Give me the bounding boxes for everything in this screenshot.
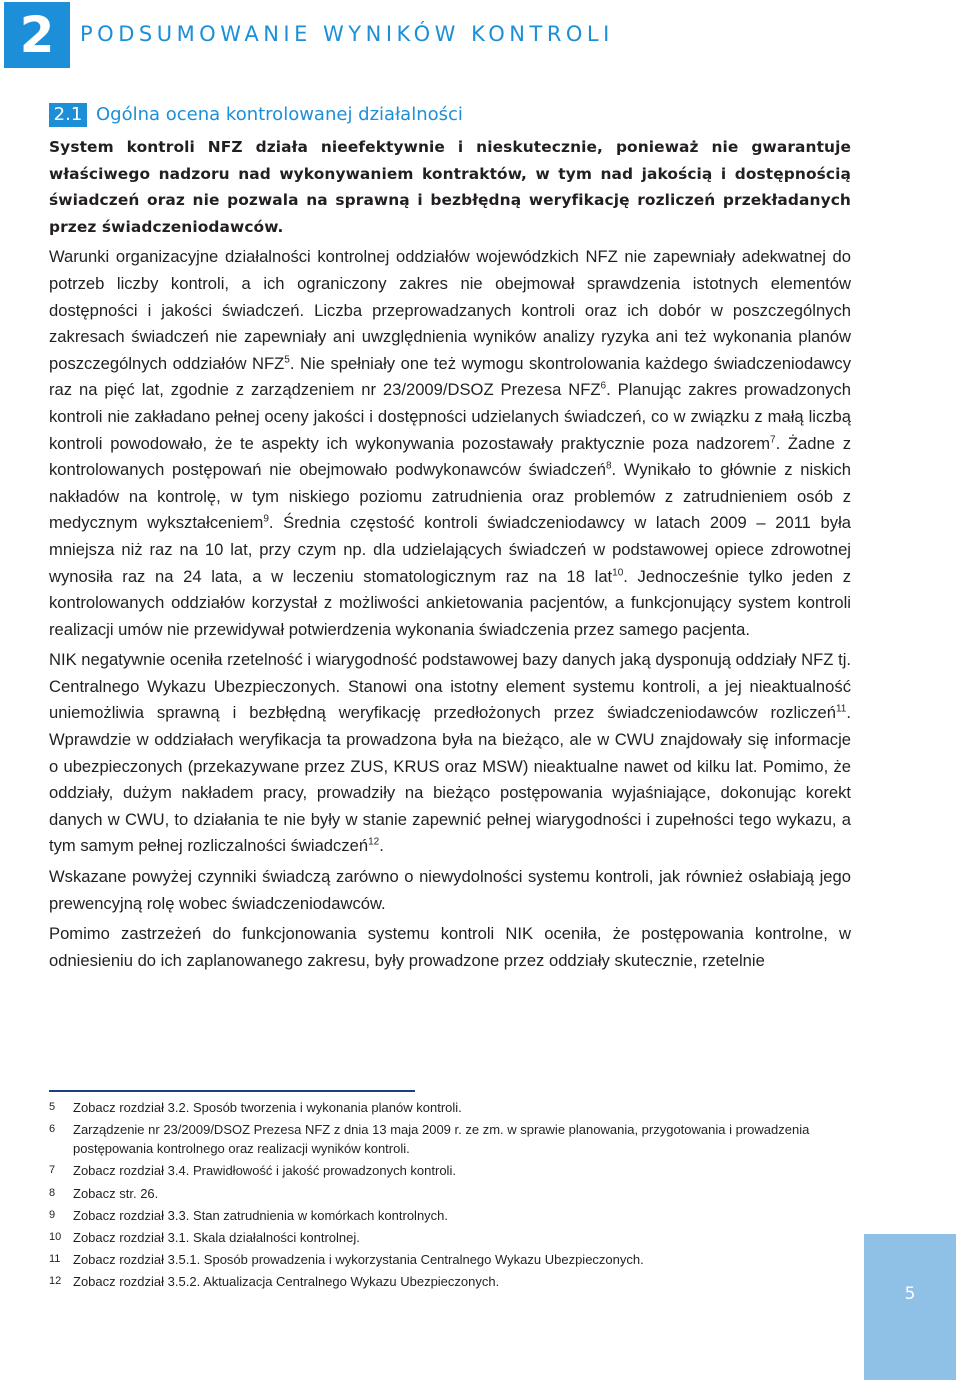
- footnote-text: Zobacz rozdział 3.5.1. Sposób prowadzenia i wykorzystania Centralnego Wykazu Ubezpieczonych.: [73, 1252, 644, 1268]
- footnote-text: Zobacz rozdział 3.5.2. Aktualizacja Centralnego Wykazu Ubezpieczonych.: [73, 1274, 500, 1290]
- footnote-number: 5: [49, 1101, 56, 1113]
- body-paragraph: [49, 921, 851, 974]
- chapter-title: PODSUMOWANIE WYNIKÓW KONTROLI: [80, 22, 614, 46]
- footnote-ref[interactable]: 7: [770, 434, 776, 445]
- text-segment: . Jednocześnie tylko jeden z kontrolowanych oddziałów korzystał z możliwości ankietowania pacjentów, a funkcjonujący system kontroli realizacji umów nie przewidywał potwierdzenia wykonania świadczenia przez samego pacjenta.: [49, 566, 851, 639]
- footnote-text: Zarządzenie nr 23/2009/DSOZ Prezesa NFZ z dnia 13 maja 2009 r. ze zm. w sprawie planowania, przygotowania i prowadzenia postępowania kontrolnego oraz realizacji wyników kontroli.: [73, 1122, 810, 1157]
- footnote-ref[interactable]: 9: [263, 513, 269, 525]
- footnote-divider: [49, 1090, 415, 1092]
- chapter-number-badge: 2: [4, 2, 70, 68]
- footnote-ref[interactable]: 10: [612, 566, 624, 578]
- footnote-number: 6: [49, 1123, 56, 1136]
- text-segment: . Średnia częstość kontroli świadczeniodawcy w latach 2009 – 2011 była mniejsza niż raz na 10 lat, przy czym np. dla udzielających świadczeń w podstawowej opiece zdrowotnej wynosiła raz na 24 lata, a w leczeniu stomatologicznym raz na 18 lat: [49, 513, 851, 586]
- footnote-number: 12: [49, 1275, 62, 1288]
- footnote: [49, 1161, 851, 1180]
- section-number-badge: 2.1: [49, 103, 87, 127]
- main-content: [49, 134, 851, 978]
- text-segment: NIK negatywnie oceniła rzetelność i wiarygodność podstawowej bazy danych jaką dysponują oddziały NFZ tj. Centralnego Wykazu Ubezpieczonych. Stanowi ona istotny element systemu kontroli, a jej nieaktualność uniemożliwia sprawną i bezbłędną weryfikację przedłożonych przez świadczeniodawców rozliczeń: [49, 650, 851, 723]
- text-segment: . Planując zakres prowadzonych kontroli nie zakładano pełnej oceny jakości i dostępności udzielanych świadczeń, co w związku z małą liczbą kontroli powodowało, że te aspekty ich wykonywania pozostawały praktycznie poza nadzorem: [49, 380, 851, 453]
- footnote-number: 11: [49, 1253, 61, 1266]
- text-segment: Warunki organizacyjne działalności kontrolnej oddziałów wojewódzkich NFZ nie zapewniały adekwatnej do potrzeb liczby kontroli, a ich ograniczony zakres nie obejmował sprawdzenia istotnych elementów dostępności i jakości świadczeń. Liczba przeprowadzanych kontroli oraz ich dobór w poszczególnych zakresach świadczeń nie zapewniały ani uwzględnienia wyników analizy ryzyka ani też wykonania planów poszczególnych oddziałów NFZ: [49, 247, 851, 373]
- footnote-ref[interactable]: 12: [368, 836, 380, 848]
- body-paragraph: [49, 864, 851, 917]
- footnote-text: Zobacz rozdział 3.3. Stan zatrudnienia w komórkach kontrolnych.: [73, 1207, 449, 1223]
- footnote-text: Zobacz rozdział 3.2. Sposób tworzenia i wykonania planów kontroli.: [73, 1100, 462, 1115]
- footnote: [49, 1228, 851, 1247]
- footnote: [49, 1250, 851, 1269]
- body-paragraph: [49, 244, 851, 643]
- footnote-text: Zobacz rozdział 3.4. Prawidłowość i jakość prowadzonych kontroli.: [73, 1163, 456, 1179]
- footnote: [49, 1098, 851, 1117]
- page-number-box: [864, 1234, 956, 1380]
- text-segment: Pomimo zastrzeżeń do funkcjonowania systemu kontroli NIK oceniła, że postępowania kontrolne, w odniesieniu do ich zaplanowanego zakresu, były prowadzone przez oddziały skutecznie, rzetelnie: [49, 924, 851, 970]
- text-segment: . Wynikało to głównie z niskich nakładów na kontrolę, w tym niskiego poziomu zatrudnienia oraz problemów z zatrudnieniem osób z medycznym wykształceniem: [49, 460, 851, 533]
- footnote-number: 10: [49, 1230, 62, 1243]
- footnote-ref[interactable]: 6: [600, 380, 607, 392]
- footnote-text: Zobacz rozdział 3.1. Skala działalności kontrolnej.: [73, 1229, 360, 1245]
- section-title: Ogólna ocena kontrolowanej działalności: [96, 104, 463, 125]
- text-segment: . Wprawdzie w oddziałach weryfikacja ta prowadzona była na bieżąco, ale w CWU znajdowały się informacje o ubezpieczonych (przekazywane przez ZUS, KRUS oraz MSW) nieaktualne nawet od kilku lat. Pomimo, że oddziały, dużym nakładem pracy, prowadziły na bieżąco postępowania wyjaśniające, dokonując korekt danych w CWU, to działania te nie były w stanie zapewnić pełnej wiarygodności i zupełności tego wykazu, a tym samym pełnej rozliczalności świadczeń: [49, 703, 851, 856]
- footnote: [49, 1120, 851, 1158]
- text-segment: . Żadne z kontrolowanych postępowań nie obejmowało podwykonawców świadczeń: [49, 433, 851, 480]
- lead-paragraph: System kontroli NFZ działa nieefektywnie i nieskutecznie, ponieważ nie gwarantuje właściwego nadzoru nad wykonywaniem kontraktów, w tym nad jakością i dostępnością świadczeń oraz nie pozwala na sprawną i bezbłędną weryfikację rozliczeń przekładanych przez świadczeniodawców.: [49, 138, 851, 236]
- text-segment: Wskazane powyżej czynniki świadczą zarówno o niewydolności systemu kontroli, jak również osłabiają jego prewencyjną rolę wobec świadczeniodawców.: [49, 867, 851, 913]
- body-paragraph: [49, 647, 851, 860]
- footnote-text: Zobacz str. 26.: [73, 1185, 159, 1201]
- footnote-ref[interactable]: 8: [605, 460, 612, 472]
- footnote-ref[interactable]: 5: [284, 354, 290, 366]
- text-segment: .: [379, 836, 384, 856]
- footnote: [49, 1206, 851, 1225]
- footnote: [49, 1272, 851, 1291]
- footnotes: [49, 1098, 851, 1295]
- page-number: 5: [904, 1284, 916, 1304]
- footnote: [49, 1184, 851, 1203]
- footnote-ref[interactable]: 11: [835, 703, 847, 715]
- footnote-number: 7: [49, 1164, 56, 1177]
- footnote-number: 8: [49, 1186, 56, 1199]
- footnote-number: 9: [49, 1208, 56, 1221]
- text-segment: . Nie spełniały one też wymogu skontrolowania każdego świadczeniodawcy raz na pięć lat, zgodnie z zarządzeniem nr 23/2009/DSOZ Prezesa NFZ: [49, 353, 852, 400]
